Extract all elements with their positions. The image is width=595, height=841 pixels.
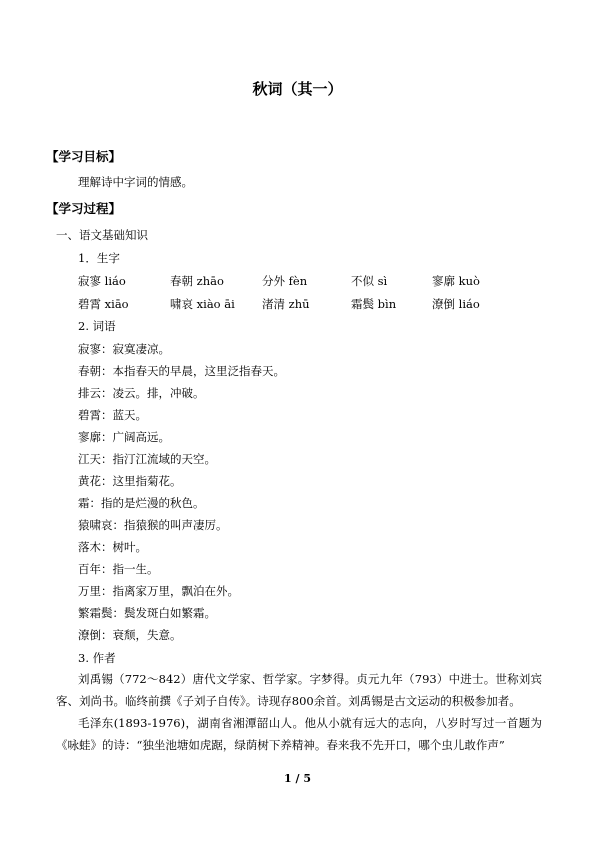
- pinyin-item: 霜鬓 bìn: [351, 297, 397, 311]
- vocab-item: 春朝：本指春天的早晨，这里泛指春天。: [78, 364, 285, 378]
- pinyin-item: 碧霄 xiāo: [78, 297, 129, 311]
- vocab-item: 繁霜鬓：鬓发斑白如繁霜。: [78, 606, 216, 620]
- page-number: 1 / 5: [284, 772, 311, 785]
- pinyin-row: [78, 273, 538, 287]
- section-heading-process: 【学习过程】: [46, 201, 122, 216]
- pinyin-item: 不似 sì: [351, 274, 388, 288]
- vocab-item: 万里：指离家万里，飘泊在外。: [78, 584, 239, 598]
- vocab-item: 猿啸哀：指猿猴的叫声凄厉。: [78, 518, 228, 532]
- pinyin-row: [78, 296, 538, 310]
- pinyin-item: 寂寥 liáo: [78, 274, 126, 288]
- pinyin-item: 分外 fèn: [262, 274, 308, 288]
- section-heading-goals: 【学习目标】: [46, 149, 122, 164]
- vocab-item: 寂寥：寂寞凄凉。: [78, 342, 170, 356]
- vocab-item: 碧霄：蓝天。: [78, 408, 147, 422]
- subheading-author: 3. 作者: [78, 651, 116, 665]
- author-paragraph-mao: 毛泽东(1893-1976)，湖南省湘潭韶山人。他从小就有远大的志向，八岁时写过一首题为《咏蛙》的诗：“独坐池塘如虎踞，绿荫树下养精神。春来我不先开口，哪个虫儿敢作声”: [56, 716, 542, 752]
- vocab-item: 江天：指汀江流域的天空。: [78, 452, 216, 466]
- goals-text: 理解诗中字词的情感。: [78, 175, 193, 189]
- vocab-item: 落木：树叶。: [78, 540, 147, 554]
- vocab-item: 寥廓：广阔高远。: [78, 430, 170, 444]
- pinyin-item: 潦倒 liáo: [432, 297, 480, 311]
- vocab-item: 潦倒：衰颓，失意。: [78, 628, 182, 642]
- document-title: 秋词（其一）: [252, 80, 343, 98]
- subheading-characters: 1．生字: [78, 251, 120, 265]
- subheading-vocabulary: 2. 词语: [78, 319, 116, 333]
- vocab-item: 霜：指的是烂漫的秋色。: [78, 496, 205, 510]
- author-paragraph-liu: 刘禹锡（772～842）唐代文学家、哲学家。字梦得。贞元九年（793）中进士。世称刘宾客、刘尚书。临终前撰《子刘子自传》。诗现存800余首。刘禹锡是古文运动的积极参加者。: [56, 672, 542, 708]
- vocab-item: 百年：指一生。: [78, 562, 159, 576]
- pinyin-item: 渚清 zhū: [262, 297, 310, 311]
- vocab-item: 排云：凌云。排，冲破。: [78, 386, 205, 400]
- vocab-item: 黄花：这里指菊花。: [78, 474, 182, 488]
- pinyin-item: 春朝 zhāo: [170, 274, 224, 288]
- pinyin-item: 啸哀 xiào āi: [170, 297, 235, 311]
- basics-heading: 一、语文基础知识: [56, 228, 148, 242]
- pinyin-item: 寥廓 kuò: [432, 274, 480, 288]
